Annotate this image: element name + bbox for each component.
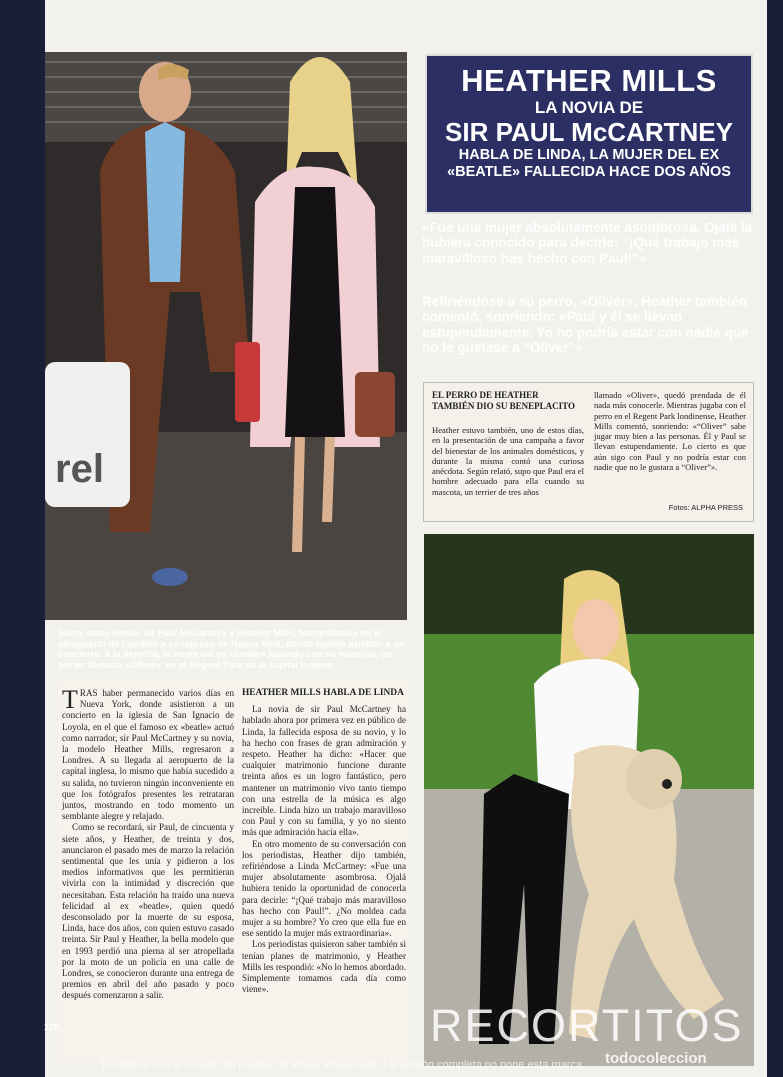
headline-line3: SIR PAUL McCARTNEY — [445, 117, 733, 147]
watermark-brand: RECORTITOS — [430, 1000, 744, 1051]
dog-box-title: EL PERRO DE HEATHER TAMBIÉN DIO SU BENEPLACITO — [432, 390, 575, 411]
page-number: 128 — [44, 1022, 60, 1032]
article-col2-title: HEATHER MILLS HABLA DE LINDA — [242, 688, 404, 698]
headline-box — [425, 54, 753, 214]
dog-box-col1: Heather estuvo también, uno de estos días, en la presentación de una campaña a favor del bienestar de los animales domésticos, y durante la misma contó una curiosa anécdota. Según relató, supo que Paul era el hombre adecuado para ella cuando su mascota, un terrier de tres años — [432, 425, 584, 497]
headline-line5: «BEATLE» FALLECIDA HACE DOS AÑOS — [447, 164, 731, 180]
svg-text:rel: rel — [55, 447, 104, 491]
article-col1-p1: RAS haber permanecido varios días en Nueva York, donde asistieron a un concierto en la iglesia de San Ignacio de Loyola, en el que el famoso ex «beatle» actuó como narrador, sir Paul McCartney y su novia, la modelo Heather Mills, regresaron a Londres. A su llegada al aeropuerto de la capital inglesa, lo mismo que había sucedido a su salida, no tuvieron ningún inconveniente en que los fotógrafos presentes les retrataran juntos, mostrando en todo momento un semblante alegre y relajado. — [62, 688, 234, 822]
airport-photo — [45, 52, 407, 620]
photo-credit: Fotos: ALPHA PRESS — [668, 503, 743, 512]
headline-line2: LA NOVIA DE — [534, 98, 644, 117]
article-col2-p2: En otro momento de su conversación con los periodistas, Heather dijo también, refiriéndose a Linda McCartney: «Fue una mujer absolutamente asombrosa. Ojalá hubiera tenido la oportunidad de conocerla para decirle: “¡Qué trabajo más maravilloso has hecho con Paul!”. ¿No moldea cada mujer a su hombre? Yo creo que ella fue en ese sentido la mujer más extraordinaria». — [242, 838, 406, 939]
headline-line4: HABLA DE LINDA, LA MUJER DEL EX — [458, 147, 720, 163]
article-col1-p2: Como se recordará, sir Paul, de cincuenta y siete años, y Heather, de treinta y dos, anunciaron el pasado mes de marzo la relación sentimental que les unía y pidieron a los medios informativos que les permitieran vivirla con la intimidad y discreción que necesitaban. Esta relación ha traído una nueva felicidad al ex «beatle», quien quedó desconsolado por la muerte de su esposa, Linda, hace dos años, con quien estuvo casado treinta. Sir Paul y Heather, la bella modelo que en 1993 perdió una pierna al ser atropellada por la moto de un policía en una calle de Londres, se conocieron durante una entrega de premios en abril del año pasado y poco después comenzaron a salir. — [62, 822, 234, 1001]
watermark-notice: Protegido con la versión de prueba de Visual Watermark. La versión completa no pone esta marca. — [102, 1059, 586, 1071]
pull-quote-2: Refiriéndose a su perro, «Oliver», Heather también comentó, sonriendo: «Paul y él se llevan estupendamente. Yo no podría estar con nadie que no le gustase a “Oliver”» — [422, 294, 749, 356]
pull-quote-1: «Fue una mujer absolutamente asombrosa. Ojalá la hubiera conocido para decirle: “¡Qué trabajo más maravilloso has hecho con Paul!”» — [422, 220, 753, 266]
article-col2-p3: Los periodistas quisieron saber también si tenían planes de matrimonio, y Heather Mills les respondió: «No lo hemos abordado. Simplemente tomamos cada día como viene». — [242, 939, 406, 995]
article-col1 — [62, 685, 234, 1002]
dog-box-col2: llamado «Oliver», quedó prendada de él nada más conocerle. Mientras jugaba con el perro en el Regent Park londinense, Heather Mills comentó, sonriendo: «“Oliver” sabe jugar muy bien a las personas. Él y Paul se llevan estupendamente. Lo cierto es que aún sigo con Paul y no podría estar con nadie que no le gustara a “Oliver”». — [594, 390, 747, 473]
photo-caption: Sobre estas líneas, sir Paul McCartney y Heather Mills, fotografiados en el aeropuerto de Londres a su regreso de Nueva York, donde habían asistido a un concierto. A la derecha, la novia del ex «beatle» jugando con su mascota, un terrier llamado «Oliver», en el Regent Park de la capital inglesa — [58, 628, 405, 670]
dog-box — [423, 382, 754, 522]
headline-name: HEATHER MILLS — [461, 63, 717, 98]
watermark-site: todocoleccion — [605, 1050, 707, 1067]
park-photo — [424, 534, 754, 1066]
drop-cap: T — [62, 685, 78, 714]
article-col2 — [242, 688, 406, 995]
article-col2-p1: La novia de sir Paul McCartney ha hablado ahora por primera vez en público de Linda, la fallecida esposa de su novio, y lo ha hecho con frases de gran admiración y respeto. Heather ha dicho: «Hacer que cualquier matrimonio funcione durante treinta años es un logro fantástico, pero mantener un matrimonio vivo tanto tiempo con una estrella de la música es algo increíble. Linda hizo un trabajo maravilloso con Paul y con su familia, y yo no siento más que admiración hacia ella». — [242, 704, 406, 838]
